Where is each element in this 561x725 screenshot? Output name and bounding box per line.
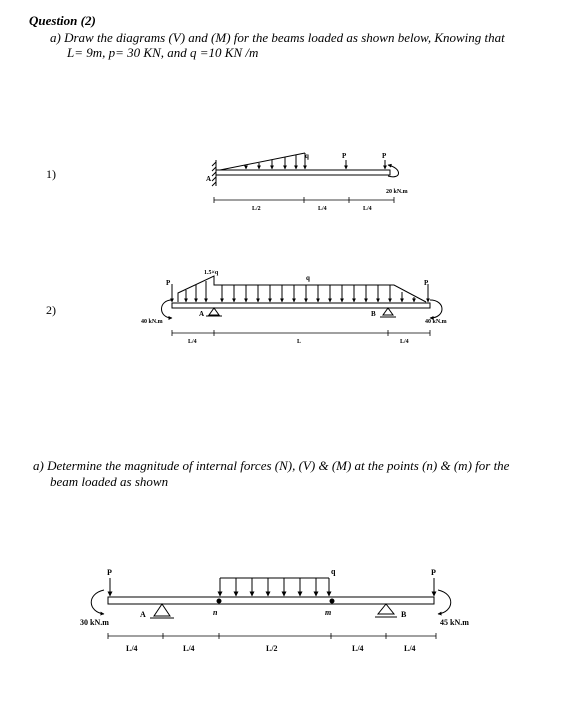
part-a2-instruction: a) Determine the magnitude of internal forces (N), (V) & (M) at the points (n) & (m) for the [33, 458, 510, 473]
dim-label: L/4 [126, 644, 138, 653]
dim-label: L/4 [404, 644, 416, 653]
dim-label: L/4 [352, 644, 364, 653]
dim-label: L/4 [318, 206, 327, 212]
moment-label: 30 kN.m [80, 618, 109, 627]
point-n-label: n [213, 608, 218, 617]
pin-support-icon [150, 604, 174, 618]
roller-support-icon [380, 308, 396, 317]
load-label-p: P [107, 568, 112, 577]
support-label: A [206, 175, 212, 183]
support-label-a: A [140, 610, 146, 619]
point-n-marker [217, 599, 222, 604]
part-a1-instruction: a) Draw the diagrams (V) and (M) for the beams loaded as shown below, Knowing that [50, 30, 505, 45]
part-a1-givens: L= 9m, p= 30 KN, and q =10 KN /m [67, 45, 259, 60]
beam-1 [216, 170, 390, 175]
triangular-load [220, 153, 305, 170]
support-label-b: B [401, 610, 407, 619]
load-label-p: P [431, 568, 436, 577]
roller-support-icon [375, 604, 397, 617]
load-label-q: q [331, 567, 336, 576]
beam-3 [108, 597, 434, 604]
dimension-line-3 [108, 633, 436, 639]
dim-label: L/4 [363, 206, 372, 212]
moment-label: 40 kN.m [141, 319, 163, 325]
support-label-b: B [371, 310, 376, 318]
beam-2 [172, 303, 430, 308]
moment-arrow-icon [438, 590, 451, 614]
dim-label: L [297, 339, 302, 345]
dim-label: L/2 [252, 206, 261, 212]
figure-2-beam [141, 270, 447, 345]
load-label-p: P [424, 279, 429, 287]
point-m-marker [330, 599, 335, 604]
load-label-p: P [342, 152, 347, 160]
fixed-support-icon [212, 160, 216, 186]
pin-support-icon [206, 308, 222, 316]
part-a2-instruction-cont: beam loaded as shown [50, 474, 169, 489]
dimension-line-2 [172, 330, 430, 336]
dim-label: L/4 [183, 644, 195, 653]
moment-arrow-icon [91, 590, 104, 614]
dim-label: L/4 [400, 339, 409, 345]
distributed-load [178, 276, 426, 302]
dim-label: L/2 [266, 644, 278, 653]
load-label-p: P [166, 279, 171, 287]
question-title: Question (2) [29, 13, 96, 28]
figure-2-number: 2) [46, 303, 56, 317]
load-label-p: P [382, 152, 387, 160]
moment-label: 40 kN.m [425, 319, 447, 325]
figure-1-beam [206, 152, 408, 212]
load-label-q: q [305, 152, 309, 160]
support-label-a: A [199, 310, 205, 318]
point-m-label: m [325, 608, 332, 617]
moment-arrow-icon [162, 300, 173, 318]
dim-label: L/4 [188, 339, 197, 345]
uniform-load [220, 578, 329, 596]
dimension-line-1 [214, 197, 394, 203]
figure-3-beam [80, 567, 469, 653]
moment-label: 20 kN.m [386, 189, 408, 195]
load-label-q: q [306, 274, 310, 282]
moment-label: 45 kN.m [440, 618, 469, 627]
moment-arrow-icon [430, 300, 442, 318]
load-label-peak: 1.5×q [204, 270, 219, 276]
figure-1-number: 1) [46, 167, 56, 181]
